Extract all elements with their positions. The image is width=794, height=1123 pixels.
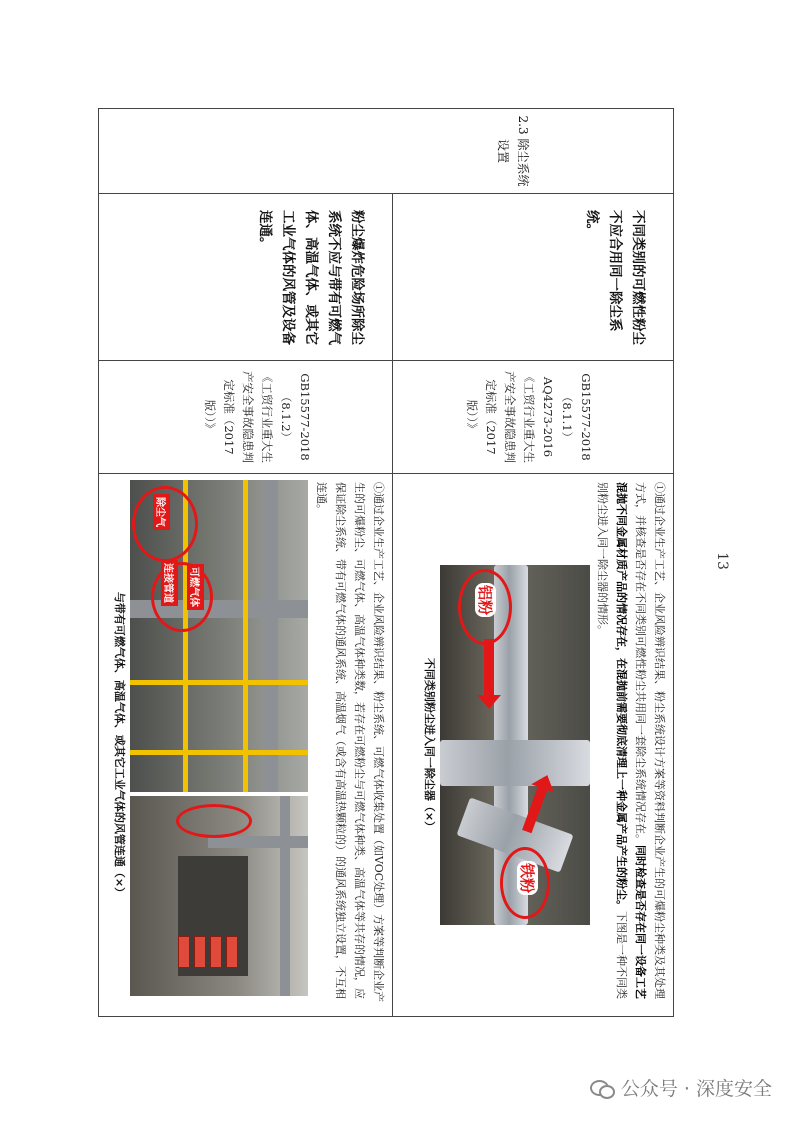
pipe bbox=[280, 796, 290, 996]
section-label: 2.3 除尘系统设置 bbox=[496, 115, 530, 187]
pipe bbox=[264, 480, 278, 792]
detail-cell bbox=[99, 474, 393, 1017]
standard-cell bbox=[393, 361, 674, 474]
exhaust-equipment-photo bbox=[130, 796, 308, 996]
dust-collector-photo bbox=[440, 565, 590, 925]
photo-caption: 与带有可燃气体、高温气体、或其它工业气体的风管连通（×） bbox=[113, 591, 126, 899]
detail-plain: 下图是一种不同类别粉尘进入同一除尘器的情形。 bbox=[596, 482, 628, 999]
standard-ref: 《工贸行业重大生产安全事故隐患判定标准（2017版））》 bbox=[465, 371, 536, 463]
inspection-table bbox=[98, 108, 674, 1017]
wechat-icon bbox=[590, 1078, 614, 1098]
red-panel bbox=[178, 936, 190, 968]
detail-plain: ①通过企业生产工艺、企业风险辨识结果、粉尘系统设计方案等资料判断企业产生的可爆粉尘种类及其处理方式，并核查是否存在不同类别可燃性粉尘共用同一套除尘系统情况存在。 bbox=[634, 482, 666, 999]
table-row bbox=[393, 109, 674, 1017]
standard-refs bbox=[462, 361, 673, 473]
table-row bbox=[99, 109, 393, 1017]
detail-text: ①通过企业生产工艺、企业风险辨识结果、粉尘系统、可燃气体收集处置（如VOC处理）方案等判断企业产生的可爆粉尘、可燃气体、高温气体种类数，若存在可燃粉尘与可燃气体种类、高温气体等共存的情况，应保证除尘系统、带有可燃气体的通风系统、高温烟气（或含有高温热颗粒的）的通风系统独立设置，不互相连通。 bbox=[315, 482, 385, 1003]
red-panel bbox=[194, 936, 206, 968]
yellow-rail bbox=[243, 480, 248, 792]
standard-ref: GB15577-2018 bbox=[298, 373, 312, 461]
section-cell bbox=[99, 109, 674, 194]
pipe bbox=[208, 836, 308, 848]
standard-ref: （8.1.1） bbox=[560, 390, 574, 444]
detail-cell bbox=[393, 474, 674, 1017]
highlight-circle bbox=[176, 804, 252, 838]
standard-ref: （8.1.2） bbox=[279, 390, 293, 444]
photo-label: 除尘气 bbox=[153, 494, 170, 530]
arrow-icon bbox=[484, 639, 494, 697]
yellow-rail bbox=[130, 750, 308, 755]
photo-label: 铁粉 bbox=[518, 863, 536, 894]
standard-refs bbox=[200, 361, 392, 473]
yellow-rail bbox=[130, 680, 308, 685]
photo-label: 连接管道 bbox=[161, 560, 178, 606]
red-panel bbox=[210, 936, 222, 968]
standard-ref: GB15577-2018 bbox=[579, 373, 593, 461]
photo-caption: 不同类别粉尘进入同一除尘器（×） bbox=[423, 657, 436, 833]
photo-label: 铝粉 bbox=[476, 585, 494, 616]
rotated-table-area bbox=[99, 108, 674, 1012]
red-panel bbox=[226, 936, 238, 968]
pipeline-photo bbox=[130, 480, 308, 792]
photo-row bbox=[130, 474, 308, 1016]
detail-text bbox=[593, 474, 673, 1016]
duct-pipe bbox=[440, 740, 590, 786]
standard-cell bbox=[99, 361, 393, 474]
watermark bbox=[590, 1074, 772, 1101]
requirement-text: 不同类别的可燃性粉尘不应合用同一除尘系统。 bbox=[584, 210, 646, 345]
page-number: 13 bbox=[713, 552, 730, 570]
detail-bold: 同时检查是否存在同一设备工艺混抛不同金属材质产品的情况存在，在混抛前需要彻底清理上一种金属产品产生的粉尘。 bbox=[615, 482, 647, 999]
photo-label: 可燃气体 bbox=[187, 564, 204, 610]
standard-ref: AQ4273-2016 bbox=[541, 376, 555, 458]
watermark-text: 公众号 · 深度安全 bbox=[620, 1078, 772, 1100]
standard-ref: 《工贸行业重大生产安全事故隐患判定标准（2017版））》 bbox=[203, 371, 274, 463]
requirement-cell bbox=[393, 194, 674, 361]
requirement-cell bbox=[99, 194, 393, 361]
requirement-text: 粉尘爆炸危险场所除尘系统不应与带有可燃气体、高温气体、或其它工业气体的风管及设备连通。 bbox=[257, 210, 365, 345]
